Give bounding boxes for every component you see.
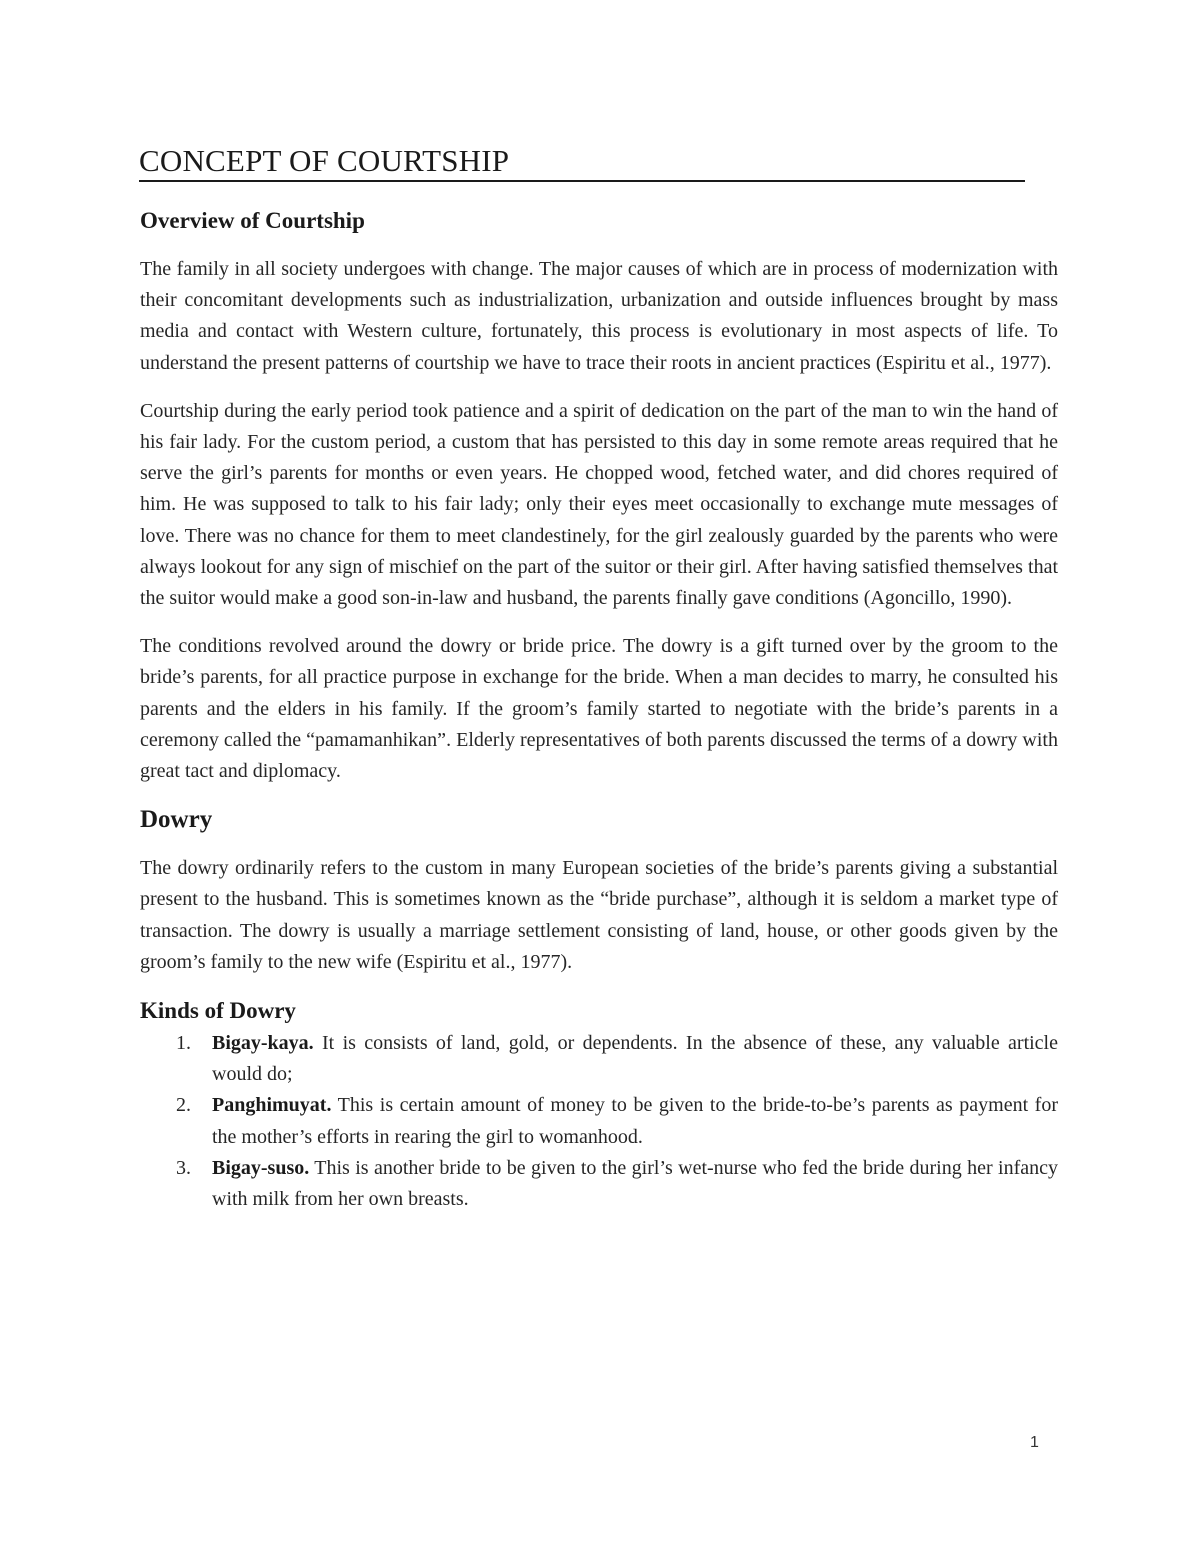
document-title: CONCEPT OF COURTSHIP [139, 143, 510, 178]
list-item-term: Bigay-suso. [212, 1156, 310, 1179]
overview-paragraph-2: Courtship during the early period took patience and a spirit of dedication on the part of the man to win the hand of his fair lady. For the custom period, a custom that has persisted to this day in some remote areas required that he serve the girl’s parents for months or even years. He chopped wood, fetched water, and did chores required of him. He was supposed to talk to his fair lady; only their eyes meet occasionally to exchange mute messages of love. There was no chance for them to meet clandestinely, for the girl zealously guarded by the parents who were always lookout for any sign of mischief on the part of the suitor or their girl. After having satisfied themselves that the suitor would make a good son-in-law and husband, the parents finally gave conditions (Agoncillo, 1990). [140, 399, 1058, 610]
list-item-text: This is certain amount of money to be given to the bride-to-be’s parents as payment for the mother’s efforts in rearing the girl to womanhood. [212, 1094, 1058, 1148]
list-item-number: 1. [176, 1032, 191, 1055]
dowry-paragraph: The dowry ordinarily refers to the custom in many European societies of the bride’s parents giving a substantial present to the husband. This is sometimes known as the “bride purchase”, although it is seldom a market type of transaction. The dowry is usually a marriage settlement consisting of land, house, or other goods given by the groom’s family to the new wife (Espiritu et al., 1977). [140, 857, 1058, 973]
kinds-heading: Kinds of Dowry [140, 998, 296, 1024]
list-item [140, 1153, 1058, 1215]
document-body [140, 204, 1058, 1215]
list-item-text: It is consists of land, gold, or dependents. In the absence of these, any valuable article would do; [212, 1032, 1058, 1086]
overview-paragraph-1: The family in all society undergoes with change. The major causes of which are in process of modernization with their concomitant developments such as industrialization, urbanization and outside influences brought by mass media and contact with Western culture, fortunately, this process is evolutionary in most aspects of life. To understand the present patterns of courtship we have to trace their roots in ancient practices (Espiritu et al., 1977). [140, 258, 1058, 374]
overview-paragraph-3: The conditions revolved around the dowry or bride price. The dowry is a gift turned over by the groom to the bride’s parents, for all practice purpose in exchange for the bride. When a man decides to marry, he consulted his parents and the elders in his family. If the groom’s family started to negotiate with the bride’s parents in a ceremony called the “pamamanhikan”. Elderly representatives of both parents discussed the terms of a dowry with great tact and diplomacy. [140, 635, 1058, 783]
list-item-number: 2. [176, 1094, 191, 1117]
list-item-number: 3. [176, 1156, 191, 1179]
list-item [140, 1028, 1058, 1090]
list-item [140, 1090, 1058, 1152]
dowry-heading: Dowry [140, 806, 213, 834]
title-underline [139, 180, 1025, 182]
list-item-text: This is another bride to be given to the girl’s wet-nurse who fed the bride during her infancy with milk from her own breasts. [212, 1156, 1058, 1211]
overview-heading: Overview of Courtship [140, 208, 365, 233]
page-number: 1 [1030, 1434, 1039, 1451]
list-item-term: Panghimuyat. [212, 1094, 332, 1117]
kinds-list [140, 1028, 1058, 1215]
list-item-term: Bigay-kaya. [212, 1032, 314, 1055]
